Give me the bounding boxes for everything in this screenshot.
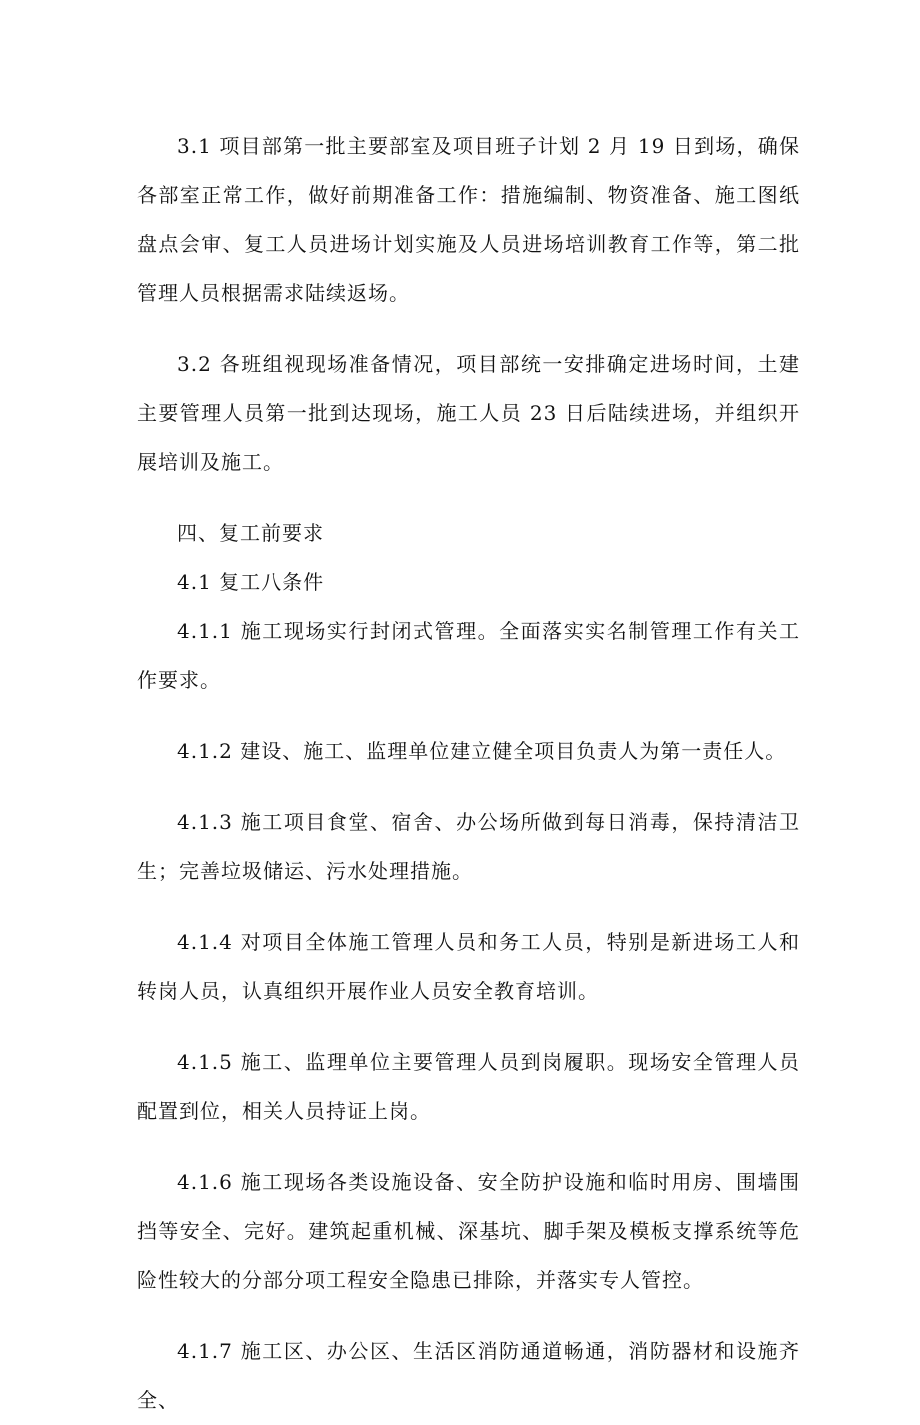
paragraph-4-1-2: 4.1.2 建设、施工、监理单位建立健全项目负责人为第一责任人。	[177, 739, 787, 763]
paragraph-4-1-6: 4.1.6 施工现场各类设施设备、安全防护设施和临时用房、围墙围挡等安全、完好。建筑起重机械、深基坑、脚手架及模板支撑系统等危险性较大的分部分项工程安全隐患已排除，并落实专人管控。	[137, 1170, 800, 1292]
paragraph-4-1-4: 4.1.4 对项目全体施工管理人员和务工人员，特别是新进场工人和转岗人员，认真组织开展作业人员安全教育培训。	[137, 930, 800, 1003]
paragraph-4-1-5: 4.1.5 施工、监理单位主要管理人员到岗履职。现场安全管理人员配置到位，相关人员持证上岗。	[137, 1050, 800, 1123]
paragraph-4-1-1: 4.1.1 施工现场实行封闭式管理。全面落实实名制管理工作有关工作要求。	[137, 619, 800, 692]
section-heading-4: 四、复工前要求	[177, 521, 324, 545]
paragraph-3-1: 3.1 项目部第一批主要部室及项目班子计划 2 月 19 日到场，确保各部室正常工作，做好前期准备工作：措施编制、物资准备、施工图纸盘点会审、复工人员进场计划实施及人员进场培训教育工作等，第二批管理人员根据需求陆续返场。	[137, 134, 800, 305]
paragraph-4-1-7: 4.1.7 施工区、办公区、生活区消防通道畅通，消防器材和设施齐全、	[137, 1339, 800, 1412]
paragraph-3-2: 3.2 各班组视现场准备情况，项目部统一安排确定进场时间，土建主要管理人员第一批到达现场，施工人员 23 日后陆续进场，并组织开展培训及施工。	[137, 352, 800, 474]
subsection-heading-4-1: 4.1 复工八条件	[177, 570, 325, 594]
paragraph-4-1-3: 4.1.3 施工项目食堂、宿舍、办公场所做到每日消毒，保持清洁卫生；完善垃圾储运、污水处理措施。	[137, 810, 800, 883]
